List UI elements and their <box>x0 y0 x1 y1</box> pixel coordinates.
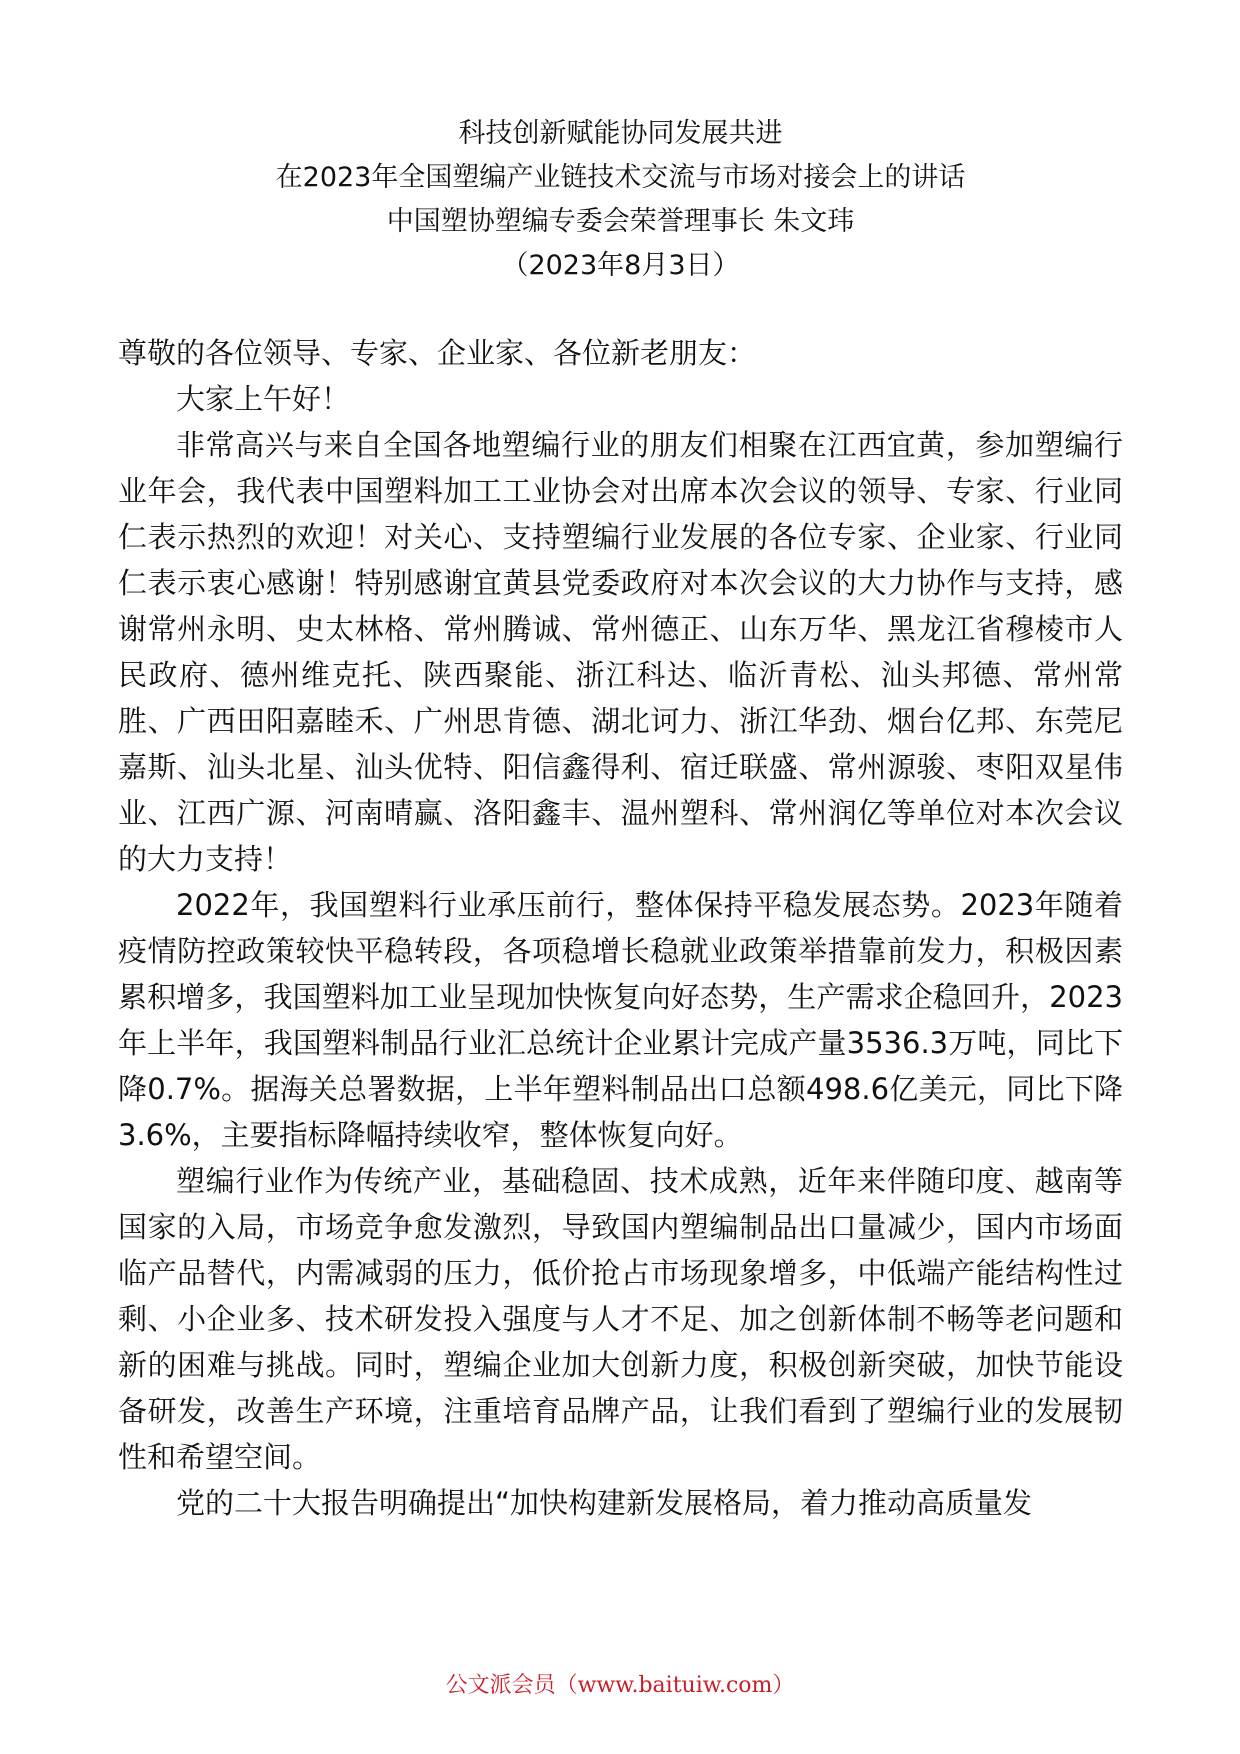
subtitle: 在2023年全国塑编产业链技术交流与市场对接会上的讲话 <box>275 162 966 193</box>
footer-watermark: 公文派会员（www.baituiw.com） <box>445 1673 795 1698</box>
salutation: 尊敬的各位领导、专家、企业家、各位新老朋友： <box>118 336 757 370</box>
main-title: 科技创新赋能协同发展共进 <box>458 118 783 149</box>
paragraph: 2022年，我国塑料行业承压前行，整体保持平稳发展态势。2023年随着疫情防控政策较快平稳转段，各项稳增长稳就业政策举措靠前发力，积极因素累积增多，我国塑料加工业呈现加快恢复向好态势，生产需求企稳回升，2023年上半年，我国塑料制品行业汇总统计企业累计完成产量3536.3万吨，同比下降0.7%。据海关总署数据，上半年塑料制品出口总额498.6亿美元，同比下降3.6%，主要指标降幅持续收窄，整体恢复向好。 <box>118 888 1123 1152</box>
paragraph: 大家上午好！ <box>176 382 351 416</box>
paragraph: 党的二十大报告明确提出“加快构建新发展格局，着力推动高质量发 <box>176 1486 1033 1520</box>
paragraph: 非常高兴与来自全国各地塑编行业的朋友们相聚在江西宜黄，参加塑编行业年会，我代表中国塑料加工工业协会对出席本次会议的领导、专家、行业同仁表示热烈的欢迎！对关心、支持塑编行业发展的各位专家、企业家、行业同仁表示衷心感谢！特别感谢宜黄县党委政府对本次会议的大力协作与支持，感谢常州永明、史太林格、常州腾诚、常州德正、山东万华、黑龙江省穆棱市人民政府、德州维克托、陕西聚能、浙江科达、临沂青松、汕头邦德、常州常胜、广西田阳嘉睦禾、广州思肯德、湖北诃力、浙江华劲、烟台亿邦、东莞尼嘉斯、汕头北星、汕头优特、阳信鑫得利、宿迁联盛、常州源骏、枣阳双星伟业、江西广源、河南晴赢、洛阳鑫丰、温州塑科、常州润亿等单位对本次会议的大力支持！ <box>118 428 1123 876</box>
paragraph: 塑编行业作为传统产业，基础稳固、技术成熟，近年来伴随印度、越南等国家的入局，市场竞争愈发激烈，导致国内塑编制品出口量减少，国内市场面临产品替代，内需减弱的压力，低价抢占市场现象增多，中低端产能结构性过剩、小企业多、技术研发投入强度与人才不足、加之创新体制不畅等老问题和新的困难与挑战。同时，塑编企业加大创新力度，积极创新突破，加快节能设备研发，改善生产环境，注重培育品牌产品，让我们看到了塑编行业的发展韧性和希望空间。 <box>118 1164 1123 1474</box>
speech-body <box>118 330 1123 1526</box>
document-page <box>118 112 1123 1526</box>
date-line: （2023年8月3日） <box>501 250 740 281</box>
speaker-line: 中国塑协塑编专委会荣誉理事长 朱文玮 <box>386 206 855 237</box>
title-block <box>118 112 1123 288</box>
